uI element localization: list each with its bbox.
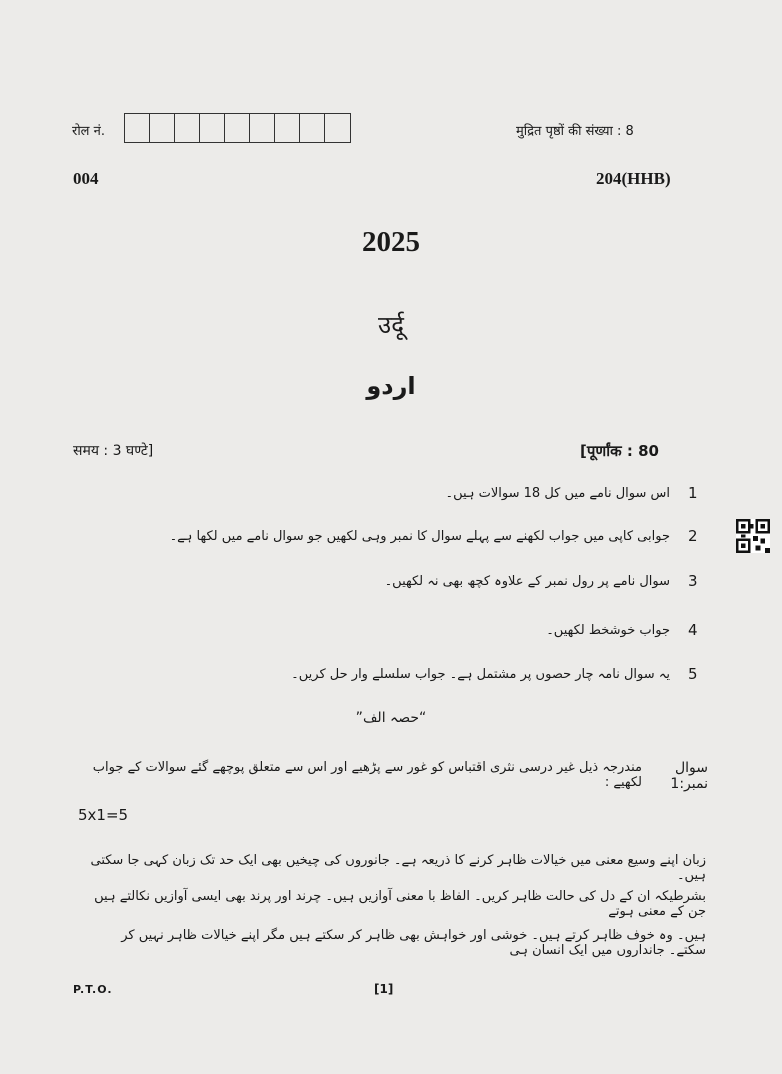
max-marks: [पूर्णांक : 80 xyxy=(580,442,659,460)
roll-digit-box[interactable] xyxy=(250,114,275,142)
instruction-number: 5 xyxy=(688,665,698,683)
instruction-number: 1 xyxy=(688,484,698,502)
subject-urdu: اردو xyxy=(366,372,416,400)
roll-digit-box[interactable] xyxy=(325,114,350,142)
roll-digit-box[interactable] xyxy=(300,114,325,142)
section-heading: ”حصہ الف“ xyxy=(355,710,427,726)
roll-digit-box[interactable] xyxy=(125,114,150,142)
series-code: 004 xyxy=(73,169,99,188)
qr-code-icon xyxy=(736,519,770,553)
instruction-text: یہ سوال نامہ چار حصوں پر مشتمل ہے۔ جواب سلسلے وار حل کریں۔ xyxy=(291,667,670,682)
roll-digit-box[interactable] xyxy=(200,114,225,142)
roll-digit-box[interactable] xyxy=(175,114,200,142)
question-number: سوال نمبر:1 xyxy=(670,760,708,792)
page-number: [1] xyxy=(374,982,394,996)
instruction-number: 2 xyxy=(688,527,698,545)
instruction-text: اس سوال نامے میں کل 18 سوالات ہیں۔ xyxy=(445,486,670,501)
instruction-text: سوال نامے پر رول نمبر کے علاوہ کچھ بھی نہ لکھیں۔ xyxy=(384,574,670,589)
instruction-number: 4 xyxy=(688,621,698,639)
subject-hindi: उर्दू xyxy=(378,311,404,339)
instruction-text: جوابی کاپی میں جواب لکھنے سے پہلے سوال کا نمبر وہی لکھیں جو سوال نامے میں لکھا ہے۔ xyxy=(169,529,670,544)
question-text: مندرجہ ذیل غیر درسی نثری اقتباس کو غور سے پڑھیے اور اس سے متعلق پوچھے گئے سوالات کے جواب لکھیے : xyxy=(92,760,642,790)
roll-digit-box[interactable] xyxy=(150,114,175,142)
passage-line: بشرطیکہ ان کے دل کی حالت ظاہر کریں۔ الفاظ با معنی آوازیں ہیں۔ چرند اور پرند بھی ایسی آوازیں نکالتے ہیں جن کے معنی ہوتے xyxy=(94,889,706,919)
passage-line: زبان اپنے وسیع معنی میں خیالات ظاہر کرنے کا ذریعہ ہے۔ جانوروں کی چیخیں بھی ایک حد تک زبان کہی جا سکتی ہیں۔ xyxy=(90,853,706,883)
roll-digit-box[interactable] xyxy=(225,114,250,142)
instruction-text: جواب خوشخط لکھیں۔ xyxy=(546,623,670,638)
printed-pages-count: मुद्रित पृष्ठों की संख्या : 8 xyxy=(516,124,634,139)
roll-number-boxes[interactable] xyxy=(124,113,351,143)
roll-digit-box[interactable] xyxy=(275,114,300,142)
exam-year: 2025 xyxy=(362,226,420,258)
question-marks: 5x1=5 xyxy=(78,806,129,824)
roll-number-label: रोल नं. xyxy=(72,124,105,139)
time-allowed: समय : 3 घण्टे] xyxy=(73,443,154,459)
passage-line: ہیں۔ وہ خوف ظاہر کرتے ہیں۔ خوشی اور خواہش بھی ظاہر کر سکتے ہیں مگر اپنے خیالات ظاہر نہیں کر سکتے۔ جانداروں میں ایک انسان ہی xyxy=(121,928,706,958)
instruction-number: 3 xyxy=(688,572,698,590)
paper-code: 204(HHB) xyxy=(596,169,671,188)
please-turn-over: P.T.O. xyxy=(73,983,113,996)
